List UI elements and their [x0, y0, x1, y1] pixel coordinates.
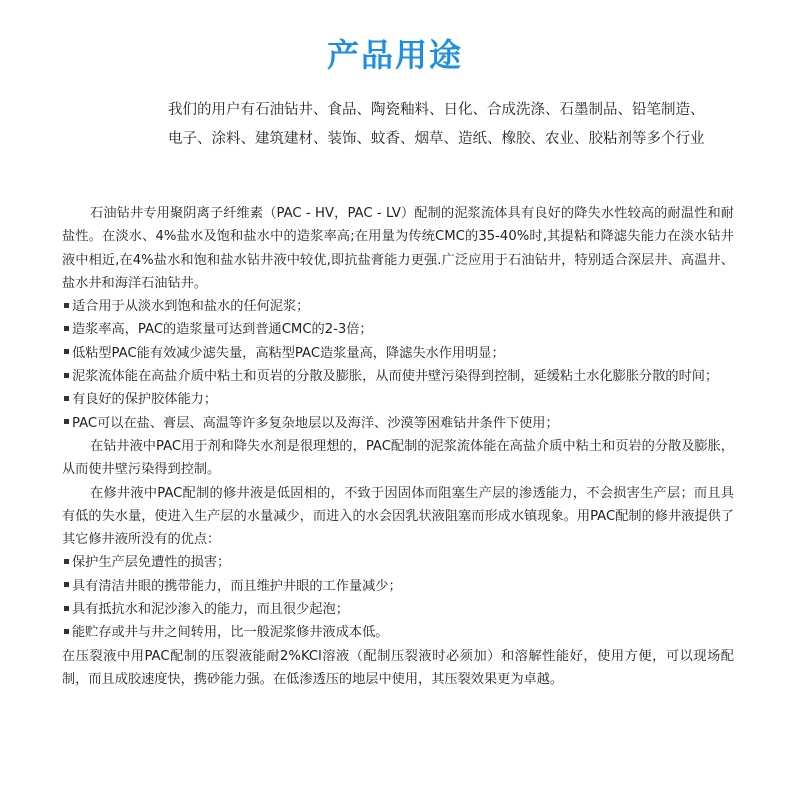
bullet-marker: [64, 606, 69, 611]
bullet-marker: [64, 303, 69, 308]
bullet-item: [62, 295, 734, 318]
bullet-item: [62, 342, 734, 365]
bullet-marker: [64, 559, 69, 564]
bullet-text: PAC可以在盐、膏层、高温等许多复杂地层以及海洋、沙漠等困难钻井条件下使用；: [72, 415, 559, 431]
bullet-text: 具有清洁井眼的携带能力，而且维护井眼的工作量减少；: [72, 578, 402, 594]
bullet-item: [62, 365, 734, 388]
bullet-item: [62, 388, 734, 411]
bullet-marker: [64, 629, 69, 634]
paragraph-drilling-additive: 在钻井液中PAC用于剂和降失水剂是很理想的，PAC配制的泥浆流体能在高盐介质中粘土和页岩的分散及膨胀，从而使井壁污染得到控制。: [62, 438, 734, 478]
bullet-text: 能贮存或井与井之间转用，比一般泥浆修井液成本低。: [72, 625, 389, 641]
bullet-item: [62, 412, 734, 435]
bullet-item: [62, 598, 734, 621]
intro-paragraph: 我们的用户有石油钻井、食品、陶瓷釉料、日化、合成洗涤、石墨制品、铅笔制造、电子、涂料、建筑建材、装饰、蚊香、烟草、造纸、橡胶、农业、胶粘剂等多个行业: [168, 102, 705, 147]
bullet-marker: [64, 419, 69, 424]
paragraph-fracturing-fluid: 在压裂液中用PAC配制的压裂液能耐2%KCl溶液（配制压裂液时必须加）和溶解性能好，使用方便，可以现场配制，而且成胶速度快，携砂能力强。在低渗透压的地层中使用，其压裂效果更为卓越。: [62, 648, 734, 687]
bullet-marker: [64, 396, 69, 401]
bullet-item: [62, 621, 734, 644]
bullet-item: [62, 551, 734, 574]
bullet-text: 保护生产层免遭性的损害；: [72, 555, 231, 571]
page-title: 产品用途: [326, 36, 463, 74]
bullet-text: 低粘型PAC能有效减少滤失量，高粘型PAC造浆量高，降滤失水作用明显；: [72, 345, 505, 361]
bullet-marker: [64, 373, 69, 378]
bullet-text: 具有抵抗水和泥沙渗入的能力，而且很少起泡；: [72, 602, 349, 618]
bullet-text: 适合用于从淡水到饱和盐水的任何泥浆；: [72, 299, 310, 315]
paragraph-drilling-fluid: 石油钻井专用聚阴离子纤维素（PAC - HV，PAC - LV）配制的泥浆流体具有良好的降失水性较高的耐温性和耐盐性。在淡水、4%盐水及饱和盐水中的造浆率高;在用量为传统CMC的35-40%时,其提粘和降滤失能力在淡水钻井液中相近,在4%盐水和饱和盐水钻井液中较优,即抗盐膏能力更强.广泛应用于石油钻井，特别适合深层井、高温井、盐水井和海洋石油钻井。: [62, 206, 734, 291]
bullet-text: 泥浆流体能在高盐介质中粘土和页岩的分散及膨胀，从而使井壁污染得到控制，延缓粘土水化膨胀分散的时间；: [72, 369, 719, 385]
bullet-item: [62, 318, 734, 341]
article-body: [62, 202, 734, 691]
bullet-marker: [64, 326, 69, 331]
bullet-text: 造浆率高，PAC的造浆量可达到普通CMC的2-3倍；: [72, 322, 373, 338]
bullet-marker: [64, 349, 69, 354]
bullet-text: 有良好的保护胶体能力；: [72, 392, 218, 408]
paragraph-workover-fluid: 在修井液中PAC配制的修井液是低固相的，不致于因固体而阻塞生产层的渗透能力，不会损害生产层；而且具有低的失水量，使进入生产层的水量减少，而进入的水会因乳状液阻塞而形成水镇现象。用PAC配制的修井液提供了其它修井液所没有的优点：: [62, 485, 734, 548]
bullet-item: [62, 575, 734, 598]
bullet-marker: [64, 582, 69, 587]
